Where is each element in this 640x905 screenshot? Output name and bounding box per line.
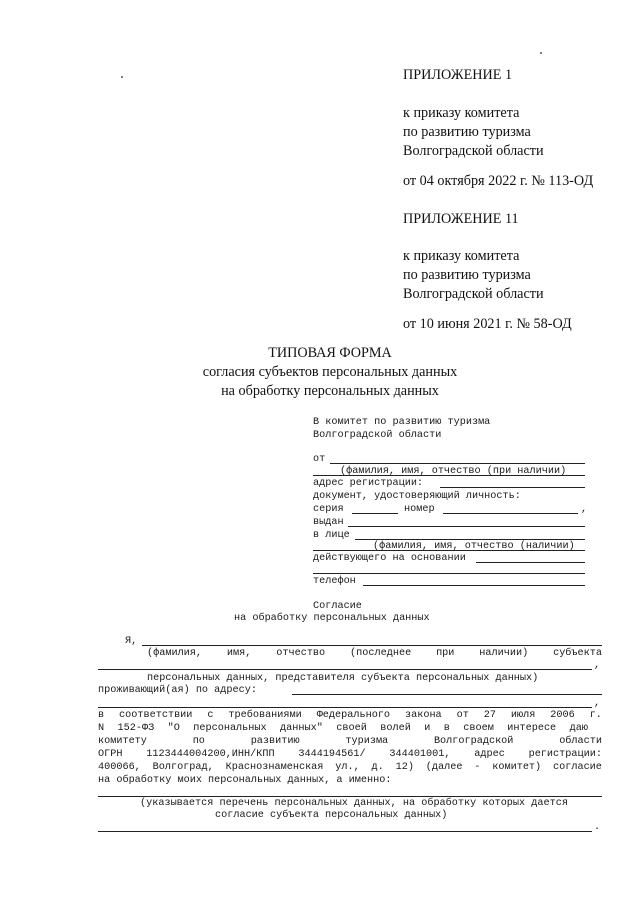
text-word: в xyxy=(98,710,105,721)
hint-word: субъекта xyxy=(553,648,602,659)
appendix11-order: от 10 июня 2021 г. № 58-ОД xyxy=(403,316,572,332)
hint-word: наличии) xyxy=(479,648,529,659)
field-line xyxy=(98,831,592,832)
field-line xyxy=(98,669,592,670)
text-word: данных" xyxy=(280,723,323,734)
text-word: июля xyxy=(510,710,536,721)
acting-basis-label: действующего на основании xyxy=(313,553,466,564)
text-word: своей xyxy=(336,723,367,734)
consent-text-line: на обработку моих персональных данных, а именно: xyxy=(98,775,392,786)
reg-address-field xyxy=(440,487,585,488)
text-word: "О xyxy=(167,723,180,734)
text-word: Федерального xyxy=(316,710,391,721)
hint-word: при xyxy=(436,648,455,659)
text-word: N xyxy=(98,723,105,734)
text-word: волей xyxy=(380,723,411,734)
text-word: по xyxy=(192,736,205,747)
id-document-label: документ, удостоверяющий личность: xyxy=(313,491,521,502)
residing-field xyxy=(292,694,602,695)
hint-word: (фамилия, xyxy=(147,648,203,659)
text-word: в xyxy=(443,723,450,734)
text-word: 27 xyxy=(483,710,496,721)
appendix11-line: Волгоградской области xyxy=(403,286,544,302)
divider xyxy=(313,475,585,476)
number-field xyxy=(443,513,578,514)
appendix1-line: к приказу комитета xyxy=(403,105,520,121)
addressee-to: В комитет по развитию туризма xyxy=(313,417,491,428)
fio-hint: (фамилия, имя, отчество (наличии) xyxy=(373,541,575,552)
consent-text-line xyxy=(98,735,602,748)
text-word: согласие xyxy=(553,762,602,773)
consent-heading: на обработку персональных данных xyxy=(234,613,430,624)
comma: , xyxy=(594,698,601,709)
appendix11-line: по развитию туризма xyxy=(403,267,531,283)
form-subtitle: согласия субъектов персональных данных xyxy=(202,364,458,380)
fio-field xyxy=(142,645,602,646)
text-word: 344401001, xyxy=(389,749,451,760)
scan-dot xyxy=(540,52,542,54)
fio-hint-line xyxy=(147,647,602,660)
form-title: ТИПОВАЯ ФОРМА xyxy=(268,345,392,361)
text-word: Волгоградской xyxy=(433,736,514,747)
text-word: области xyxy=(559,736,602,747)
phone-field xyxy=(363,585,585,586)
text-word: ОГРН xyxy=(98,749,123,760)
text-word: 400066, xyxy=(98,762,141,773)
text-word: Волгоград, xyxy=(152,762,214,773)
text-word: - xyxy=(474,762,481,773)
text-word: с xyxy=(207,710,214,721)
text-word: своем xyxy=(463,723,494,734)
divider xyxy=(313,550,585,551)
text-word: развитию xyxy=(250,736,300,747)
fio-hint: (фамилия, имя, отчество (при наличии) xyxy=(340,466,567,477)
form-subtitle: на обработку персональных данных xyxy=(221,383,439,399)
appendix11-title: ПРИЛОЖЕНИЕ 11 xyxy=(403,211,519,227)
issued-field xyxy=(348,526,585,527)
i-label: Я, xyxy=(125,636,138,647)
period: . xyxy=(594,822,601,833)
series-label: серия xyxy=(313,504,344,515)
comma: , xyxy=(594,660,601,671)
consent-text-line xyxy=(98,722,588,735)
text-word: д. xyxy=(371,762,384,773)
text-word: и xyxy=(424,723,431,734)
comma: , xyxy=(581,504,588,515)
text-word: регистрации: xyxy=(528,749,602,760)
personal-data-hint: согласие субъекта персональных данных) xyxy=(215,810,448,821)
number-label: номер xyxy=(404,504,435,515)
hint-word: отчество xyxy=(276,648,326,659)
text-word: адрес xyxy=(474,749,505,760)
residing-label: проживающий(ая) по адресу: xyxy=(98,685,257,696)
series-field xyxy=(352,513,398,514)
text-word: туризма xyxy=(345,736,389,747)
appendix1-order: от 04 октября 2022 г. № 113-ОД xyxy=(403,173,594,189)
divider xyxy=(313,573,585,574)
text-word: требованиями xyxy=(228,710,302,721)
appendix1-line: по развитию туризма xyxy=(403,124,531,140)
text-word: от xyxy=(456,710,469,721)
text-word: 152-ФЗ xyxy=(117,723,155,734)
hint-word: (последнее xyxy=(350,648,412,659)
text-word: 3444194561/ xyxy=(298,749,366,760)
fio-hint-cont: персональных данных, представителя субъекта персональных данных) xyxy=(147,673,539,684)
text-word: закона xyxy=(404,710,442,721)
text-word: даю xyxy=(569,723,588,734)
from-label: от xyxy=(313,454,326,465)
from-field xyxy=(330,463,585,464)
field-line xyxy=(98,707,592,708)
text-word: 12) xyxy=(395,762,414,773)
text-word: ул., xyxy=(335,762,360,773)
in-person-label: в лице xyxy=(313,530,350,541)
text-word: комитет) xyxy=(492,762,542,773)
text-word: комитету xyxy=(98,736,147,747)
text-word: персональных xyxy=(193,723,267,734)
personal-data-hint: (указывается перечень персональных данных, на обработку которых дается xyxy=(140,798,568,809)
text-word: соответствии xyxy=(119,710,193,721)
appendix1-title: ПРИЛОЖЕНИЕ 1 xyxy=(403,67,513,83)
text-word: г. xyxy=(589,710,602,721)
text-word: Краснознаменская xyxy=(225,762,324,773)
reg-address-label: адрес регистрации: xyxy=(313,478,424,489)
text-word: 2006 xyxy=(550,710,575,721)
text-word: (далее xyxy=(425,762,463,773)
text-word: 1123444004200,ИНН/КПП xyxy=(146,749,275,760)
addressee-to: Волгоградской области xyxy=(313,430,442,441)
consent-text-line xyxy=(98,748,602,761)
text-word: интересе xyxy=(507,723,557,734)
scan-dot xyxy=(121,76,123,78)
phone-label: телефон xyxy=(313,576,356,587)
consent-text-line xyxy=(98,709,602,722)
consent-heading: Согласие xyxy=(313,601,362,612)
issued-label: выдан xyxy=(313,517,344,528)
acting-basis-field xyxy=(476,562,585,563)
hint-word: имя, xyxy=(226,648,252,659)
appendix11-line: к приказу комитета xyxy=(403,248,520,264)
consent-text-line xyxy=(98,761,602,774)
appendix1-line: Волгоградской области xyxy=(403,143,544,159)
